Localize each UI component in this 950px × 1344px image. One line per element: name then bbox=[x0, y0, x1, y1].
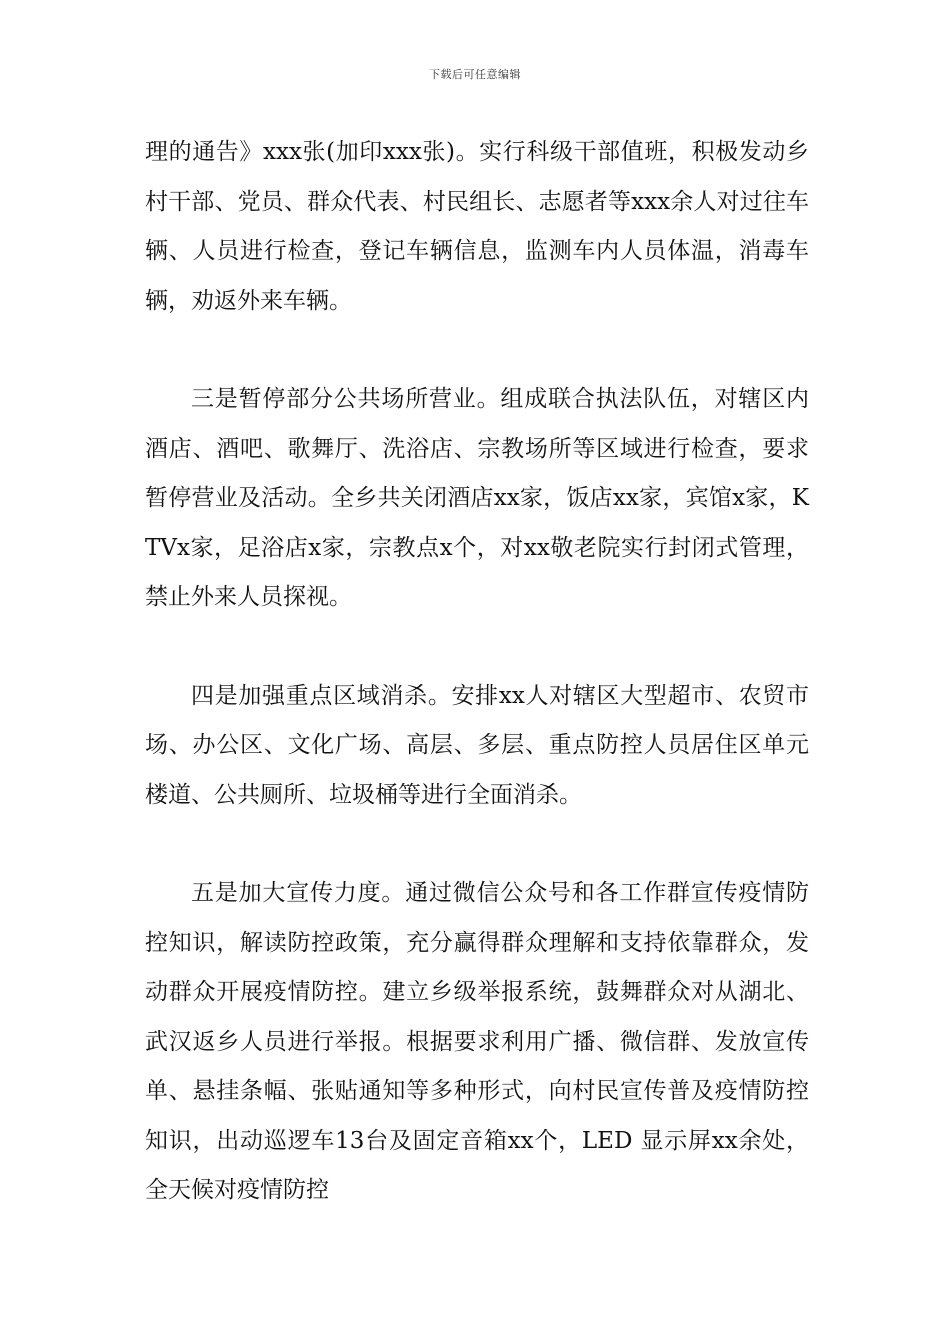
paragraph-gap bbox=[145, 326, 809, 375]
paragraph-point-four: 四是加强重点区域消杀。安排xx人对辖区大型超市、农贸市场、办公区、文化广场、高层、多层、重点防控人员居住区单元楼道、公共厕所、垃圾桶等进行全面消杀。 bbox=[145, 682, 809, 808]
paragraph-gap bbox=[145, 820, 809, 869]
paragraph-gap bbox=[145, 623, 809, 672]
document-body bbox=[145, 128, 809, 1216]
paragraph-point-five: 五是加大宣传力度。通过微信公众号和各工作群宣传疫情防控知识，解读防控政策，充分赢得群众理解和支持依靠群众，发动群众开展疫情防控。建立乡级举报系统，鼓舞群众对从湖北、武汉返乡人员进行举报。根据要求利用广播、微信群、发放宣传单、悬挂条幅、张贴通知等多种形式，向村民宣传普及疫情防控知识，出动巡逻车13台及固定音箱xx个，LED 显示屏xx余处，全天候对疫情防控 bbox=[145, 880, 809, 1203]
page-header: 下载后可任意编辑 bbox=[429, 68, 521, 81]
paragraph-continued: 理的通告》xxx张(加印xxx张)。实行科级干部值班，积极发动乡村干部、党员、群众代表、村民组长、志愿者等xxx余人对过往车辆、人员进行检查，登记车辆信息，监测车内人员体温，消毒车辆，劝返外来车辆。 bbox=[145, 139, 809, 314]
paragraph-point-three: 三是暂停部分公共场所营业。组成联合执法队伍，对辖区内酒店、酒吧、歌舞厅、洗浴店、宗教场所等区域进行检查，要求暂停营业及活动。全乡共关闭酒店xx家，饭店xx家，宾馆x家，KTVx家，足浴店x家，宗教点x个，对xx敬老院实行封闭式管理，禁止外来人员探视。 bbox=[145, 386, 809, 610]
